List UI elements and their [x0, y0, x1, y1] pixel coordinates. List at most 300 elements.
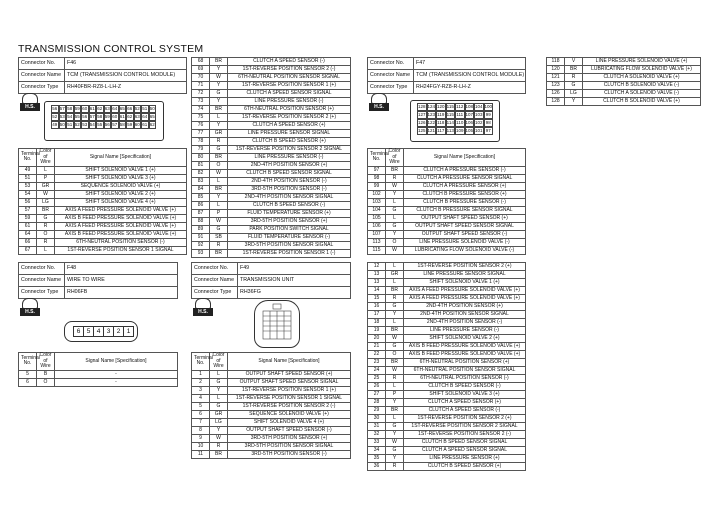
pin-grid-f47	[417, 103, 493, 135]
color-cell: L	[386, 279, 404, 287]
terminal-cell: 49	[19, 166, 37, 174]
table-row	[368, 214, 526, 222]
table-row	[192, 378, 351, 386]
signal-cell: AXIS B FEED PRESSURE SOLENOID VALVE (+)	[55, 230, 187, 238]
terminal-cell: 88	[192, 218, 210, 226]
color-cell: V	[565, 58, 583, 66]
connector-info-f49	[191, 262, 351, 299]
signal-cell: CLUTCH A SPEED SENSOR (+)	[228, 122, 351, 130]
pin-label: 66	[127, 106, 133, 111]
signal-cell: AXIS B FEED PRESSURE SOLENOID VALVE (+)	[404, 351, 526, 359]
pin-array-icon	[255, 301, 299, 347]
signal-cell: AXIS A FEED PRESSURE SOLENOID VALVE (+)	[55, 206, 187, 214]
terminal-cell: 113	[368, 238, 386, 246]
table-row	[192, 242, 351, 250]
signal-cell: 3RD-5TH POSITION SENSOR (+)	[228, 434, 351, 442]
color-cell: W	[210, 434, 228, 442]
label-connector-name: Connector Name	[368, 70, 414, 82]
color-cell: Y	[210, 386, 228, 394]
label-connector-type: Connector Type	[368, 82, 414, 94]
header-signal: Signal Name [Specification]	[404, 149, 526, 167]
signal-cell: CLUTCH A SPEED SENSOR (-)	[404, 407, 526, 415]
table-row	[368, 375, 526, 383]
table-row	[368, 423, 526, 431]
signal-cell: AXIS A FEED PRESSURE SOLENOID VALVE (+)	[55, 222, 187, 230]
table-row	[192, 426, 351, 434]
terminal-cell: 106	[368, 222, 386, 230]
pin-label: 124	[427, 104, 436, 109]
signal-cell: LINE PRESSURE SOLENOID VALVE (+)	[583, 58, 701, 66]
color-cell: G	[210, 226, 228, 234]
pin-label: 64	[142, 114, 148, 119]
color-cell: L	[386, 263, 404, 271]
color-cell: R	[210, 242, 228, 250]
color-cell: Y	[210, 194, 228, 202]
color-cell: R	[386, 174, 404, 182]
table-row	[192, 130, 351, 138]
signal-cell: CLUTCH B SPEED SENSOR (+)	[404, 463, 526, 471]
table-row	[368, 327, 526, 335]
signal-cell: LINE PRESSURE SENSOR (+)	[404, 455, 526, 463]
pin-label: 62	[149, 122, 155, 127]
signal-cell: CLUTCH B SPEED SENSOR (-)	[404, 383, 526, 391]
signal-cell: CLUTCH A SPEED SENSOR (-)	[228, 58, 351, 66]
terminal-cell: 20	[368, 335, 386, 343]
color-cell: G	[210, 146, 228, 154]
color-cell: L	[386, 198, 404, 206]
color-cell: L	[37, 166, 55, 174]
terminal-cell: 68	[192, 58, 210, 66]
signal-cell: SHIFT SOLENOID VALVE 3 (+)	[55, 174, 187, 182]
hs-badge-f49	[195, 298, 211, 318]
pin-label: 52	[134, 106, 140, 111]
terminal-cell: 70	[192, 74, 210, 82]
terminal-cell: 1	[192, 370, 210, 378]
color-cell: L	[210, 114, 228, 122]
pin-label: 99	[484, 111, 494, 119]
color-cell: Y	[210, 122, 228, 130]
table-row	[19, 206, 187, 214]
color-cell: W	[386, 335, 404, 343]
value-connector-no: F48	[65, 263, 178, 275]
terminal-cell: 24	[368, 367, 386, 375]
terminal-cell: 57	[19, 206, 37, 214]
pin-label: 102	[475, 120, 483, 125]
table-row	[19, 378, 178, 386]
signal-cell: LUBRICATING FLOW SOLENOID VALVE (+)	[583, 66, 701, 74]
color-cell: Y	[210, 82, 228, 90]
signal-cell: CLUTCH B PRESSURE SENSOR (+)	[404, 190, 526, 198]
pin-label: 5	[83, 326, 94, 337]
terminal-cell: 27	[368, 391, 386, 399]
signal-cell: OUTPUT SHAFT SPEED SENSOR SIGNAL	[228, 378, 351, 386]
pin-label: 127	[418, 112, 426, 117]
terminal-cell: 91	[192, 234, 210, 242]
signal-cell: SHIFT SOLENOID VALVE 2 (+)	[404, 335, 526, 343]
header-terminal: Terminal No.	[19, 149, 37, 167]
hs-badge-f48	[22, 298, 38, 318]
table-row	[19, 174, 187, 182]
label-connector-type: Connector Type	[192, 287, 238, 299]
terminal-cell: 64	[19, 230, 37, 238]
signal-cell: LINE PRESSURE SENSOR (-)	[228, 98, 351, 106]
color-cell: BR	[210, 450, 228, 458]
pin-label: 52	[74, 122, 80, 127]
table-row	[547, 66, 701, 74]
terminal-cell: 33	[368, 439, 386, 447]
table-row	[192, 434, 351, 442]
color-cell: O	[386, 238, 404, 246]
signal-cell: 1ST-REVERSE POSITION SENSOR 2 SIGNAL	[404, 423, 526, 431]
signal-cell: CLUTCH B PRESSURE SENSOR (-)	[404, 198, 526, 206]
color-cell: B	[37, 370, 55, 378]
page-title: TRANSMISSION CONTROL SYSTEM	[18, 43, 204, 55]
pin-label: 97	[484, 127, 494, 135]
signal-cell: OUTPUT SHAFT SPEED SENSOR (+)	[404, 214, 526, 222]
connector-face-f46	[44, 101, 164, 141]
color-cell: L	[210, 394, 228, 402]
pin-label: 52	[52, 114, 58, 119]
value-connector-type: RH24FGY-RZ8-R-LH-Z	[414, 82, 526, 94]
table-row	[368, 174, 526, 182]
table-row	[192, 370, 351, 378]
table-row	[368, 383, 526, 391]
color-cell: W	[37, 190, 55, 198]
terminal-cell: 75	[192, 114, 210, 122]
terminal-cell: 79	[192, 146, 210, 154]
pin-label: 61	[89, 106, 95, 111]
terminal-cell: 15	[368, 295, 386, 303]
color-cell: R	[210, 138, 228, 146]
pin-label: 61	[119, 114, 125, 119]
pin-label: 56	[52, 106, 58, 111]
table-row	[19, 222, 187, 230]
header-signal: Signal Name [Specification]	[55, 149, 187, 167]
pin-label: 110	[456, 120, 464, 125]
table-row	[368, 263, 526, 271]
terminal-cell: 115	[368, 246, 386, 254]
table-row	[192, 386, 351, 394]
signal-cell: AXIS B FEED PRESSURE SOLENOID VALVE (+)	[404, 343, 526, 351]
pin-label: 1	[123, 326, 134, 337]
terminal-cell: 54	[19, 190, 37, 198]
color-cell: GR	[210, 410, 228, 418]
pin-label: 105	[465, 128, 474, 133]
terminal-cell: 73	[192, 98, 210, 106]
table-row	[368, 279, 526, 287]
table-row	[368, 463, 526, 471]
color-cell: BR	[386, 327, 404, 335]
pin-label: 58	[97, 114, 103, 119]
terminal-cell: 7	[192, 418, 210, 426]
signal-cell: 3RD-5TH POSITION SENSOR (-)	[228, 450, 351, 458]
connector-face-f47	[410, 100, 500, 142]
color-cell: G	[386, 343, 404, 351]
label-connector-name: Connector Name	[19, 70, 65, 82]
table-row	[368, 311, 526, 319]
signal-cell: 6TH-NEUTRAL POSITION SENSOR (+)	[404, 359, 526, 367]
pin-label: 51	[67, 122, 73, 127]
color-cell: R	[37, 222, 55, 230]
table-row	[368, 359, 526, 367]
signal-table-f47-a	[367, 148, 526, 255]
signal-cell: 1ST-REVERSE POSITION SENSOR 1 SIGNAL	[55, 246, 187, 254]
color-cell: BR	[565, 66, 583, 74]
pin-label: 109	[456, 128, 464, 133]
table-row	[192, 402, 351, 410]
table-row	[368, 295, 526, 303]
terminal-cell: 72	[192, 90, 210, 98]
color-cell: L	[386, 214, 404, 222]
signal-cell: CLUTCH B SPEED SENSOR (-)	[228, 202, 351, 210]
terminal-cell: 78	[192, 138, 210, 146]
signal-cell: 1ST-REVERSE POSITION SENSOR 2 SIGNAL	[228, 146, 351, 154]
terminal-cell: 104	[368, 206, 386, 214]
signal-cell: LUBRICATING FLOW SOLENOID VALVE (-)	[404, 246, 526, 254]
table-row	[368, 198, 526, 206]
table-row	[368, 230, 526, 238]
table-row	[368, 190, 526, 198]
color-cell: Y	[210, 98, 228, 106]
color-cell: G	[565, 82, 583, 90]
terminal-cell: 128	[547, 98, 565, 106]
color-cell: SB	[210, 234, 228, 242]
color-cell: BR	[386, 359, 404, 367]
terminal-cell: 21	[368, 343, 386, 351]
signal-cell: PARK POSITION SWITCH SIGNAL	[228, 226, 351, 234]
color-cell: P	[37, 174, 55, 182]
color-cell: G	[37, 214, 55, 222]
terminal-cell: 74	[192, 106, 210, 114]
signal-cell: -	[55, 378, 178, 386]
header-color: Color of Wire	[37, 149, 55, 167]
table-row	[368, 455, 526, 463]
table-row	[192, 194, 351, 202]
pin-label: 59	[74, 106, 80, 111]
table-row	[368, 287, 526, 295]
pin-label: 57	[59, 106, 65, 111]
terminal-cell: 121	[547, 74, 565, 82]
terminal-cell: 81	[192, 162, 210, 170]
signal-cell: 6TH-NEUTRAL POSITION SENSOR (-)	[55, 238, 187, 246]
terminal-cell: 82	[192, 170, 210, 178]
signal-cell: SHIFT SOLENOID VALVE 4 (+)	[228, 418, 351, 426]
color-cell: R	[37, 238, 55, 246]
pin-label: 53	[59, 114, 65, 119]
pin-grid-f46	[51, 105, 156, 129]
table-row	[368, 206, 526, 214]
pin-label: 64	[112, 106, 118, 111]
terminal-cell: 97	[368, 166, 386, 174]
table-row	[368, 182, 526, 190]
color-cell: BR	[386, 166, 404, 174]
pin-label: 49	[52, 122, 58, 127]
pin-label: 59	[104, 114, 110, 119]
color-cell: R	[565, 74, 583, 82]
color-cell: G	[386, 222, 404, 230]
pin-label: 101	[475, 128, 483, 133]
pin-label: 57	[89, 114, 95, 119]
color-cell: G	[210, 90, 228, 98]
terminal-cell: 13	[368, 279, 386, 287]
color-cell: L	[386, 415, 404, 423]
pin-label: 107	[465, 112, 474, 117]
color-cell: G	[386, 447, 404, 455]
table-row	[368, 391, 526, 399]
terminal-cell: 71	[192, 82, 210, 90]
terminal-cell: 89	[192, 226, 210, 234]
table-row	[19, 198, 187, 206]
terminal-cell: 26	[368, 383, 386, 391]
color-cell: G	[210, 402, 228, 410]
color-cell: Y	[210, 66, 228, 74]
color-cell: BR	[210, 250, 228, 258]
table-row	[192, 202, 351, 210]
terminal-cell: 11	[192, 450, 210, 458]
pin-label: 104	[475, 104, 483, 109]
pin-label: 122	[427, 120, 436, 125]
label-connector-type: Connector Type	[19, 287, 65, 299]
hs-label: H.S.	[193, 308, 213, 316]
pin-label: 119	[437, 112, 445, 117]
terminal-cell: 10	[192, 442, 210, 450]
color-cell: W	[386, 246, 404, 254]
signal-cell: -	[55, 370, 178, 378]
table-row	[547, 82, 701, 90]
terminal-cell: 93	[192, 250, 210, 258]
pin-label: 50	[149, 106, 155, 111]
color-cell: W	[210, 74, 228, 82]
signal-cell: CLUTCH B SPEED SENSOR SIGNAL	[404, 439, 526, 447]
color-cell: Y	[210, 426, 228, 434]
pin-label: 58	[119, 122, 125, 127]
color-cell: BR	[386, 287, 404, 295]
pin-label: 2	[113, 326, 124, 337]
header-signal: Signal Name [Specification]	[55, 353, 178, 371]
value-connector-no: F49	[238, 263, 351, 275]
pin-label: 123	[427, 112, 436, 117]
signal-cell: 6TH-NEUTRAL POSITION SENSOR (+)	[228, 106, 351, 114]
pin-label: 58	[67, 106, 73, 111]
signal-cell: LINE PRESSURE SENSOR (-)	[404, 327, 526, 335]
value-connector-name: WIRE TO WIRE	[65, 275, 178, 287]
pin-label: 6	[73, 326, 84, 337]
pin-label: 4	[93, 326, 104, 337]
terminal-cell: 61	[19, 222, 37, 230]
color-cell: P	[386, 391, 404, 399]
signal-cell: AXIS A FEED PRESSURE SOLENOID VALVE (+)	[404, 287, 526, 295]
header-color: Color of Wire	[37, 353, 55, 371]
terminal-cell: 76	[192, 122, 210, 130]
table-row	[368, 447, 526, 455]
signal-cell: 1ST-REVERSE POSITION SENSOR 1 (+)	[228, 82, 351, 90]
signal-cell: FLUID TEMPERATURE SENSOR (-)	[228, 234, 351, 242]
hs-label: H.S.	[20, 103, 40, 111]
terminal-cell: 23	[368, 359, 386, 367]
terminal-cell: 30	[368, 415, 386, 423]
signal-cell: SHIFT SOLENOID VALVE 4 (+)	[55, 198, 187, 206]
table-row	[192, 122, 351, 130]
table-row	[368, 271, 526, 279]
signal-cell: 6TH-NEUTRAL POSITION SENSOR SIGNAL	[404, 367, 526, 375]
signal-table-f49-a	[191, 352, 351, 459]
signal-cell: 3RD-5TH POSITION SENSOR (-)	[228, 186, 351, 194]
signal-cell: 1ST-REVERSE POSITION SENSOR 2 (+)	[404, 263, 526, 271]
color-cell: G	[386, 423, 404, 431]
value-connector-type: RH36FG	[238, 287, 351, 299]
label-connector-name: Connector Name	[19, 275, 65, 287]
table-row	[192, 418, 351, 426]
signal-cell: CLUTCH B SPEED SENSOR SIGNAL	[228, 170, 351, 178]
terminal-cell: 85	[192, 194, 210, 202]
signal-cell: CLUTCH B SOLENOID VALVE (+)	[583, 98, 701, 106]
table-row	[192, 394, 351, 402]
header-terminal: Terminal No.	[368, 149, 386, 167]
color-cell: BR	[210, 58, 228, 66]
signal-cell: FLUID TEMPERATURE SENSOR (+)	[228, 210, 351, 218]
pin-label: 65	[149, 114, 155, 119]
terminal-cell: 19	[368, 327, 386, 335]
signal-table-f49-b	[367, 262, 526, 471]
table-row	[368, 351, 526, 359]
table-row	[368, 431, 526, 439]
terminal-cell: 35	[368, 455, 386, 463]
pin-label: 50	[59, 122, 65, 127]
table-row	[368, 222, 526, 230]
terminal-cell: 6	[192, 410, 210, 418]
table-row	[368, 343, 526, 351]
table-row	[192, 410, 351, 418]
color-cell: G	[210, 378, 228, 386]
pin-label: 63	[134, 114, 140, 119]
color-cell: W	[386, 439, 404, 447]
signal-cell: OUTPUT SHAFT SPEED SENSOR (+)	[228, 370, 351, 378]
table-row	[368, 319, 526, 327]
label-connector-name: Connector Name	[192, 275, 238, 287]
color-cell: O	[210, 162, 228, 170]
terminal-cell: 80	[192, 154, 210, 162]
pin-label: 115	[446, 104, 454, 109]
signal-cell: 1ST-REVERSE POSITION SENSOR 2 (-)	[228, 66, 351, 74]
table-row	[192, 186, 351, 194]
terminal-cell: 120	[547, 66, 565, 74]
table-row	[192, 138, 351, 146]
pin-label: 118	[437, 120, 445, 125]
header-color: Color of Wire	[386, 149, 404, 167]
table-row	[192, 234, 351, 242]
terminal-cell: 86	[192, 202, 210, 210]
connector-face-f48	[64, 321, 138, 342]
table-row	[192, 74, 351, 82]
signal-cell: CLUTCH A SOLENOID VALVE (-)	[583, 90, 701, 98]
pin-label: 59	[127, 122, 133, 127]
table-row	[368, 399, 526, 407]
color-cell: GR	[210, 130, 228, 138]
pin-label: 56	[104, 122, 110, 127]
signal-table-f48	[18, 352, 178, 387]
signal-cell: CLUTCH A SOLENOID VALVE (+)	[583, 74, 701, 82]
pin-label: 106	[465, 120, 474, 125]
pin-label: 60	[134, 122, 140, 127]
signal-cell: 1ST-REVERSE POSITION SENSOR 2 (+)	[228, 114, 351, 122]
header-terminal: Terminal No.	[192, 353, 210, 371]
signal-cell: 3RD-5TH POSITION SENSOR SIGNAL	[228, 442, 351, 450]
color-cell: O	[37, 230, 55, 238]
terminal-cell: 3	[192, 386, 210, 394]
signal-cell: CLUTCH B SPEED SENSOR (+)	[228, 138, 351, 146]
signal-cell: CLUTCH B SOLENOID VALVE (-)	[583, 82, 701, 90]
terminal-cell: 8	[192, 426, 210, 434]
